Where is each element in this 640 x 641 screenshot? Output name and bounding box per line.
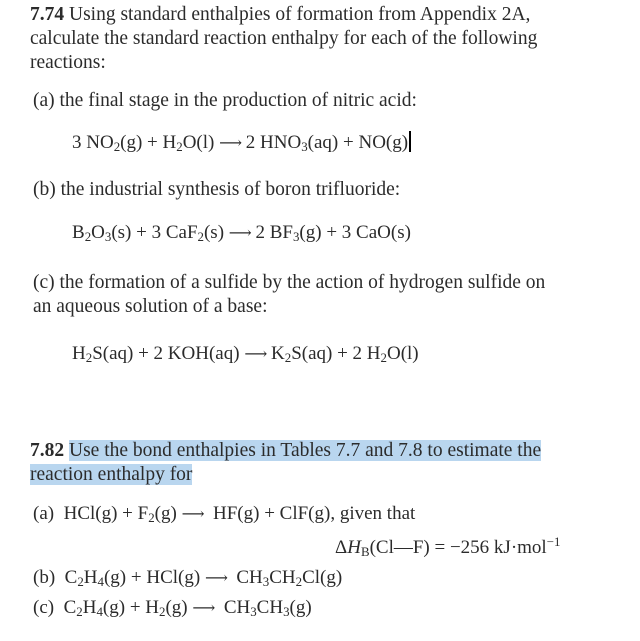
given-bond-enthalpy: $\Delta H_B(Cl—F) = -256$ kJ·mol$^{-1}$ bbox=[335, 533, 561, 560]
problem-prompt-line2[interactable] bbox=[30, 463, 192, 487]
arrow-icon: ⟶ bbox=[228, 225, 251, 242]
problem-intro-line1: Using standard enthalpies of formation from Appendix 2A, bbox=[69, 4, 531, 25]
part-c-label-line1: (c) the formation of a sulfide by the action of hydrogen sulfide on bbox=[33, 272, 546, 293]
arrow-icon: ⟶ bbox=[181, 506, 204, 523]
problem-7-74-header bbox=[30, 3, 530, 27]
highlighted-text[interactable]: reaction enthalpy for bbox=[30, 464, 193, 485]
problem-intro-line3: reactions: bbox=[30, 52, 106, 73]
part-b-label: (b) the industrial synthesis of boron trifluoride: bbox=[33, 179, 401, 200]
equation-b: $B_2O_3(s) + 3$ CaF$_2$(s) ⟶ 2 $BF_3(g) + 3$ CaO(s) bbox=[72, 222, 411, 245]
arrow-icon: ⟶ bbox=[244, 346, 267, 363]
equation-782-b: (b) $C_2H_4(g) + HCl(g)$ ⟶ $CH_3CH_2Cl(g)$ bbox=[33, 567, 343, 590]
problem-number: 7.74 bbox=[30, 4, 65, 25]
given-that: , given that bbox=[330, 503, 416, 524]
equation-782-a: (a) $HCl(g) + F_2(g)$ ⟶ HF(g) + ClF(g), given that bbox=[33, 503, 416, 526]
problem-7-82-header[interactable] bbox=[30, 439, 541, 463]
equation-782-c: (c) $C_2H_4(g) + H_2(g)$ ⟶ $CH_3CH_3(g)$ bbox=[33, 597, 312, 620]
arrow-icon: ⟶ bbox=[204, 570, 227, 587]
text-cursor bbox=[409, 131, 411, 152]
part-c-label-line2: an aqueous solution of a base: bbox=[33, 296, 268, 317]
problem-intro-line2: calculate the standard reaction enthalpy for each of the following bbox=[30, 28, 538, 49]
equation-c: $H_2S(aq) + 2$ KOH(aq) ⟶ $K_2S(aq) + 2$ $H_2O(l)$ bbox=[72, 343, 419, 366]
part-a-label: (a) the final stage in the production of nitric acid: bbox=[33, 90, 417, 111]
arrow-icon: ⟶ bbox=[192, 600, 215, 617]
highlighted-text[interactable]: Use the bond enthalpies in Tables 7.7 and 7.8 to estimate the bbox=[69, 440, 542, 461]
arrow-icon: ⟶ bbox=[219, 135, 242, 152]
equation-a: 3 $NO_2(g) + H_2O(l)$ ⟶ 2 $HNO_3(aq) + NO(g)$ bbox=[72, 131, 411, 156]
problem-number: 7.82 bbox=[30, 440, 65, 461]
